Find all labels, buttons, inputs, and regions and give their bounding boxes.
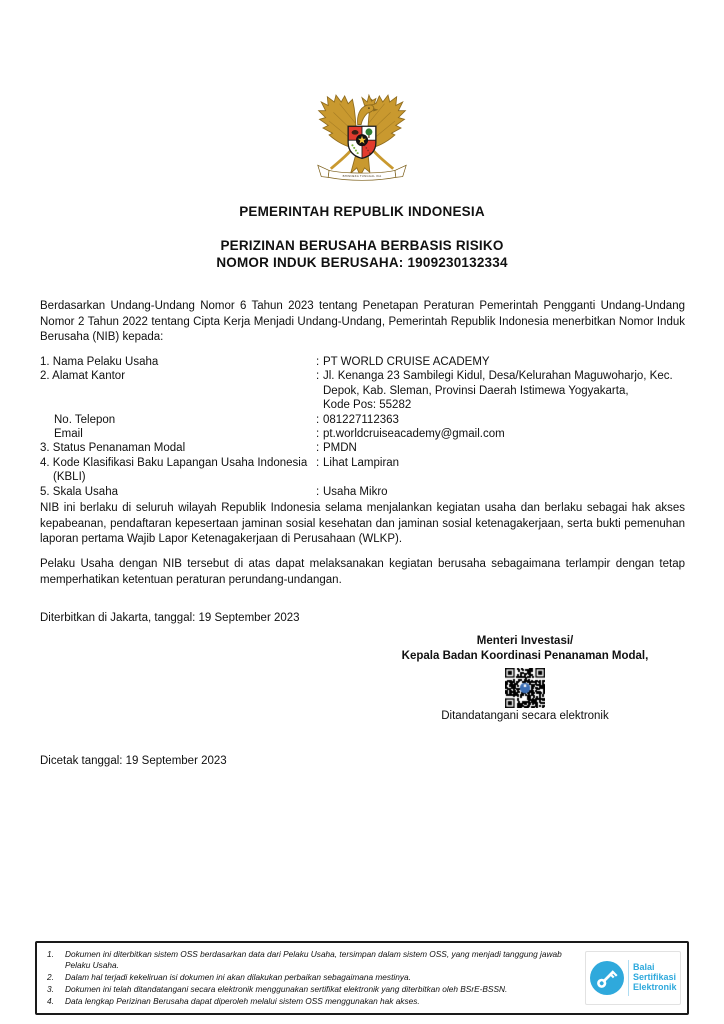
colon: : (316, 356, 320, 368)
field-value-text: Usaha Mikro (323, 485, 388, 498)
field-label (40, 456, 316, 485)
note-text: Dalam hal terjadi kekeliruan isi dokumen ini akan dilakukan perbaikan sebagaimana mestinya. (65, 972, 411, 983)
footer-note-3 (47, 984, 579, 996)
field-label: 2. Alamat Kantor (40, 370, 126, 383)
colon: : (316, 413, 320, 426)
field-value-text: pt.worldcruiseacademy@gmail.com (323, 428, 505, 441)
field-label: No. Telepon (54, 413, 116, 426)
field-value-text: 081227112363 (323, 413, 399, 426)
garuda-pancasila-emblem-icon (310, 93, 414, 189)
field-value (316, 369, 685, 412)
field-row-nama-pelaku-usaha (40, 355, 685, 369)
field-row-skala-usaha (40, 485, 685, 499)
field-label: 3. Status Penanaman Modal (40, 442, 186, 455)
field-label-line2: (KBLI) (53, 471, 86, 484)
balai-sertifikasi-elektronik-logo (585, 951, 681, 1005)
bsre-key-icon (589, 960, 625, 996)
colon: : (316, 370, 320, 383)
footer-note-2 (47, 972, 579, 984)
validity-paragraph: NIB ini berlaku di seluruh wilayah Republik Indonesia selama menjalankan kegiatan usaha dan berlaku sebagai hak akses kepabeanan, pendaftaran kepesertaan jaminan sosial kesehatan dan jaminan sosial ketenagakerjaan, serta bukti pemenuhan laporan pertama Wajib Lapor Ketenagakerjaan di Perusahaan (WLKP). (40, 502, 685, 546)
document-title (0, 237, 724, 271)
colon: : (316, 456, 320, 469)
field-value (316, 441, 685, 455)
business-fields (40, 355, 685, 499)
footer-note-4 (47, 996, 579, 1008)
field-row-kbli (40, 456, 685, 485)
field-value (316, 456, 685, 485)
footer-disclaimer-box (35, 941, 689, 1015)
field-value (316, 427, 685, 441)
government-title: PEMERINTAH REPUBLIK INDONESIA (239, 204, 485, 219)
issued-date-line: Diterbitkan di Jakarta, tanggal: 19 September 2023 (40, 612, 300, 624)
qr-signature-code (505, 668, 545, 708)
note-text: Dokumen ini diterbitkan sistem OSS berdasarkan data dari Pelaku Usaha, tersimpan dalam sistem OSS, yang menjadi tanggung jawab Pelaku Usaha. (65, 948, 562, 971)
colon: : (316, 428, 320, 441)
colon: : (316, 442, 320, 455)
field-value-text: Jl. Kenanga 23 Sambilegi Kidul, Desa/Kelurahan Maguwoharjo, Kec. (323, 370, 673, 383)
printed-date-line: Dicetak tanggal: 19 September 2023 (40, 755, 227, 767)
compliance-paragraph: Pelaku Usaha dengan NIB tersebut di atas dapat melaksanakan kegiatan berusaha sebagaimana terlampir dengan tetap memperhatikan ketentuan peraturan perundang-undangan. (40, 558, 685, 586)
balai-logo-line3: Elektronik (633, 981, 677, 992)
signature-block (375, 634, 675, 722)
document-title-line1: PERIZINAN BERUSAHA BERBASIS RISIKO (220, 238, 504, 253)
field-label-line1: 4. Kode Klasifikasi Baku Lapangan Usaha Indonesia (40, 456, 308, 469)
balai-logo-line2: Sertifikasi (633, 972, 677, 983)
field-row-alamat-kantor (40, 369, 685, 412)
colon: : (316, 485, 320, 498)
field-value (316, 413, 685, 427)
field-label: 5. Skala Usaha (40, 485, 118, 498)
note-number: 3. (47, 983, 54, 994)
note-number: 2. (47, 972, 54, 983)
note-text: Dokumen ini telah ditandatangani secara elektronik menggunakan sertifikat elektronik yang diterbitkan oleh BSrE-BSSN. (65, 983, 508, 994)
field-value (316, 355, 685, 369)
field-row-email (40, 427, 685, 441)
field-value-text: Depok, Kab. Sleman, Provinsi Daerah Istimewa Yogyakarta, (323, 384, 629, 397)
field-value-text: PT WORLD CRUISE ACADEMY (323, 356, 490, 368)
logo-divider (628, 960, 629, 996)
field-value-text: Lihat Lampiran (323, 456, 400, 469)
footer-note-1 (47, 949, 579, 973)
intro-paragraph: Berdasarkan Undang-Undang Nomor 6 Tahun 2023 tentang Penetapan Peraturan Pemerintah Pengganti Undang-Undang Nomor 2 Tahun 2022 tentang Cipta Kerja Menjadi Undang-Undang, Pemerintah Republik Indonesia menerbitkan Nomor Induk Berusaha (NIB) kepada: (40, 300, 685, 344)
balai-logo-line1: Balai (633, 962, 655, 973)
signatory-title-line2: Kepala Badan Koordinasi Penanaman Modal, (401, 650, 649, 662)
field-label: Email (54, 428, 83, 441)
field-label: 1. Nama Pelaku Usaha (40, 356, 159, 368)
nib-number-line: NOMOR INDUK BERUSAHA: 1909230132334 (216, 255, 508, 270)
note-text: Data lengkap Perizinan Berusaha dapat diperoleh melalui sistem OSS menggunakan hak akses. (65, 995, 420, 1006)
ribbon-motto: BHINNEKA TUNGGAL IKA (342, 173, 382, 178)
note-number: 4. (47, 995, 54, 1006)
field-value-text: PMDN (323, 442, 357, 455)
signatory-title-line1: Menteri Investasi/ (476, 635, 574, 647)
field-row-no-telepon (40, 413, 685, 427)
field-value-text: Kode Pos: 55282 (323, 399, 412, 412)
balai-logo-text (633, 963, 677, 992)
electronic-signature-note: Ditandatangani secara elektronik (441, 710, 609, 722)
footer-notes (37, 947, 585, 1010)
note-number: 1. (47, 948, 54, 959)
field-value (316, 485, 685, 499)
field-row-status-penanaman-modal (40, 441, 685, 455)
